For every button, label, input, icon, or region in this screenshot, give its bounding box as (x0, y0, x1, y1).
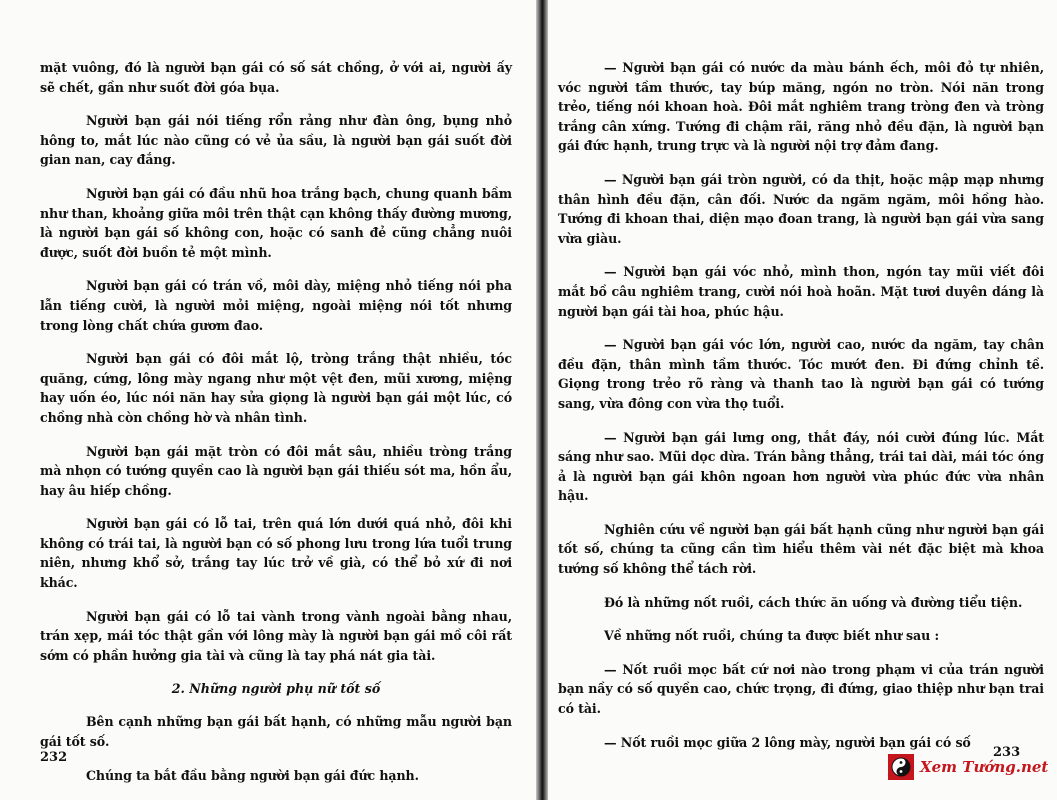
paragraph: — Người bạn gái vóc nhỏ, mình thon, ngón tay mũi viết đôi mắt bồ câu nghiêm trang, cười nói hoà hoãn. Mặt tươi duyên dáng là người bạn gái tài hoa, phúc hậu. (558, 264, 1044, 319)
paragraph: Chúng ta bắt đầu bằng người bạn gái đức hạnh. (86, 767, 419, 783)
paragraph: Người bạn gái có lỗ tai vành trong vành ngoài bằng nhau, trán xẹp, mái tóc thật gần với lông mày là người bạn gái mồ côi rất sớm có phần hưởng gia tài và cũng là tay phá nát gia tài. (40, 608, 512, 663)
paragraph: Người bạn gái có lỗ tai, trên quá lớn dưới quá nhỏ, đôi khi không có trái tai, là người bạn có số phong lưu trong lứa tuổi trung niên, nhưng khổ sở, trắng tay lúc trở về già, có thể bỏ xứ đi nơi khác. (40, 516, 512, 591)
book-gutter (536, 0, 548, 800)
paragraph: Người bạn gái nói tiếng rổn rảng như đàn ông, bụng nhỏ hông to, mắt lúc nào cũng có vẻ ủa sầu, là người bạn gái suốt đời gian nan, cay đắng. (40, 113, 512, 168)
paragraph: Bên cạnh những bạn gái bất hạnh, có những mẫu người bạn gái tốt số. (40, 714, 512, 750)
paragraph: — Người bạn gái vóc lớn, người cao, nước da ngăm, tay chân đều đặn, thân mình tầm thước. Tóc mướt đen. Đi đứng chỉnh tề. Giọng trong trẻo rõ ràng và thanh tao là người bạn gái có tướng sang, vừa đông con vừa thọ tuổi. (558, 337, 1044, 411)
watermark-text: Xem Tướng.net (920, 758, 1049, 776)
paragraph: — Người bạn gái có nước da màu bánh ếch, môi đỏ tự nhiên, vóc người tầm thước, tay búp măng, ngón no tròn. Nói năn trong trẻo, tiếng nói khoan hoà. Đôi mắt nghiêm trang tròng đen và tròng trắng cân xứng. Tướng đi chậm rãi, răng nhỏ đều đặn, là người bạn gái đức hạnh, trung trực và là người nội trợ đảm đang. (558, 60, 1044, 154)
paragraph: — Người bạn gái tròn người, có da thịt, hoặc mập mạp nhưng thân hình đều đặn, cân đối. Nước da ngăm ngăm, môi hồng hào. Tướng đi khoan thai, diện mạo đoan trang, là người bạn gái vừa sang vừa giàu. (558, 171, 1044, 246)
paragraph: Người bạn gái có đầu nhũ hoa trắng bạch, chung quanh bầm như than, khoảng giữa môi trên thật cạn không thấy đường mương, là người bạn gái số không con, hoặc có sanh đẻ cũng chẳng nuôi được, suốt đời buồn tẻ một mình. (40, 185, 512, 260)
paragraph: Người bạn gái có đôi mắt lộ, tròng trắng thật nhiều, tóc quăng, cứng, lông mày ngang như một vệt đen, mũi xương, miệng hay uốn éo, lúc nói năn hay sửa giọng là người bạn gái một lúc, có chồng nhà còn chồng hờ và nhân tình. (40, 351, 512, 425)
page-number-left: 232 (40, 750, 68, 765)
paragraph: Người bạn gái mặt tròn có đôi mắt sâu, nhiều tròng trắng mà nhọn có tướng quyền cao là người bạn gái thiếu sót ma, hồn ẩu, hay âu hiếp chồng. (40, 443, 512, 498)
right-page (548, 0, 1057, 800)
watermark-logo[interactable] (888, 750, 1053, 784)
paragraph: Nghiên cứu về người bạn gái bất hạnh cũng như người bạn gái tốt số, chúng ta cũng cần tìm hiểu thêm vài nét đặc biệt mà khoa tướng số không thể tách rời. (558, 521, 1044, 577)
yin-yang-icon (888, 754, 914, 780)
paragraph: — Nốt ruồi mọc bất cứ nơi nào trong phạm vi của trán người bạn nầy có số quyền cao, chức trọng, đi đứng, giao thiệp như bạn trai có tài. (558, 661, 1044, 717)
page-number-right: 233 (993, 745, 1021, 760)
left-page-text-column (40, 58, 512, 799)
paragraph: Đó là những nốt ruồi, cách thức ăn uống và đường tiểu tiện. (604, 594, 1023, 610)
paragraph: — Người bạn gái lưng ong, thắt đáy, nói cười đúng lúc. Mắt sáng như sao. Mũi dọc dừa. Trán bằng thẳng, trái tai dài, mái tóc óng ả là người bạn gái khôn ngoan hơn người vừa phúc đức vừa nhân hậu. (558, 429, 1044, 504)
right-page-text-column (558, 58, 1044, 766)
paragraph: — Nốt ruồi mọc giữa 2 lông mày, người bạn gái có số (604, 734, 971, 750)
paragraph: Về những nốt ruồi, chúng ta được biết như sau : (604, 628, 939, 644)
paragraph: Người bạn gái có trán vồ, môi dày, miệng nhỏ tiếng nói pha lẫn tiếng cười, là người mỏi miệng, ngoài miệng nói tốt nhưng trong lòng chất chứa gươm đao. (40, 278, 512, 333)
section-heading: 2. Những người phụ nữ tốt số (171, 681, 381, 697)
paragraph: mặt vuông, đó là người bạn gái có số sát chồng, ở với ai, người ấy sẽ chết, gần như suốt đời góa bụa. (40, 60, 512, 95)
